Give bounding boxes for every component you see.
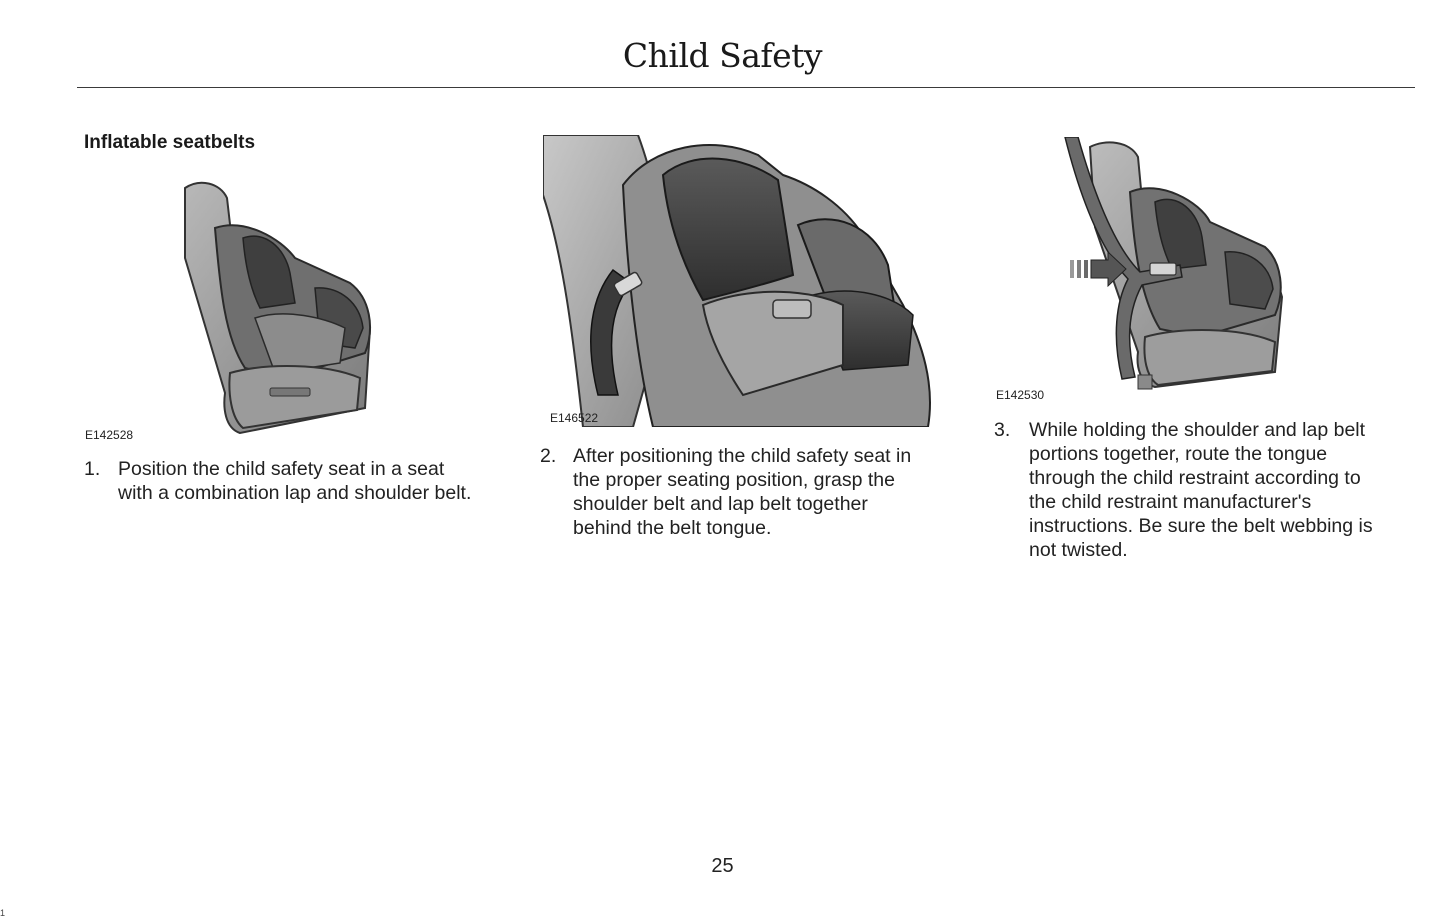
step-text-line: through the child restraint according to [1029,467,1361,489]
figure-route-belt-tongue [1060,137,1290,392]
step-number: 2. [540,445,557,467]
step-number: 3. [994,419,1011,441]
step-text-line: After positioning the child safety seat in [573,445,912,467]
step-text-line: portions together, route the tongue [1029,443,1328,465]
page-title: Child Safety [622,36,823,75]
header-divider [77,87,1415,88]
instruction-step-1 [84,457,524,507]
figure-code: E142530 [996,388,1045,402]
step-text-line: not twisted. [1029,539,1128,561]
step-text-line: with a combination lap and shoulder belt. [118,482,472,504]
step-text-line: the child restraint manufacturer's [1029,491,1312,513]
step-number: 1. [84,458,101,480]
step-text-line: behind the belt tongue. [573,517,772,539]
step-text-line: While holding the shoulder and lap belt [1029,419,1366,441]
step-text-line: the proper seating position, grasp the [573,469,895,491]
corner-mark: 1 [0,908,6,918]
figure-code: E146522 [550,411,599,425]
page-number: 25 [711,855,734,877]
instruction-step-2 [540,444,980,544]
instruction-step-3 [994,418,1434,568]
step-text-line: instructions. Be sure the belt webbing is [1029,515,1373,537]
figure-code: E142528 [85,428,134,442]
step-text-line: Position the child safety seat in a seat [118,458,445,480]
section-heading: Inflatable seatbelts [84,132,256,153]
figure-child-seat-in-vehicle-seat [165,178,380,436]
step-text-line: shoulder belt and lap belt together [573,493,868,515]
figure-belt-close-up [543,135,935,427]
